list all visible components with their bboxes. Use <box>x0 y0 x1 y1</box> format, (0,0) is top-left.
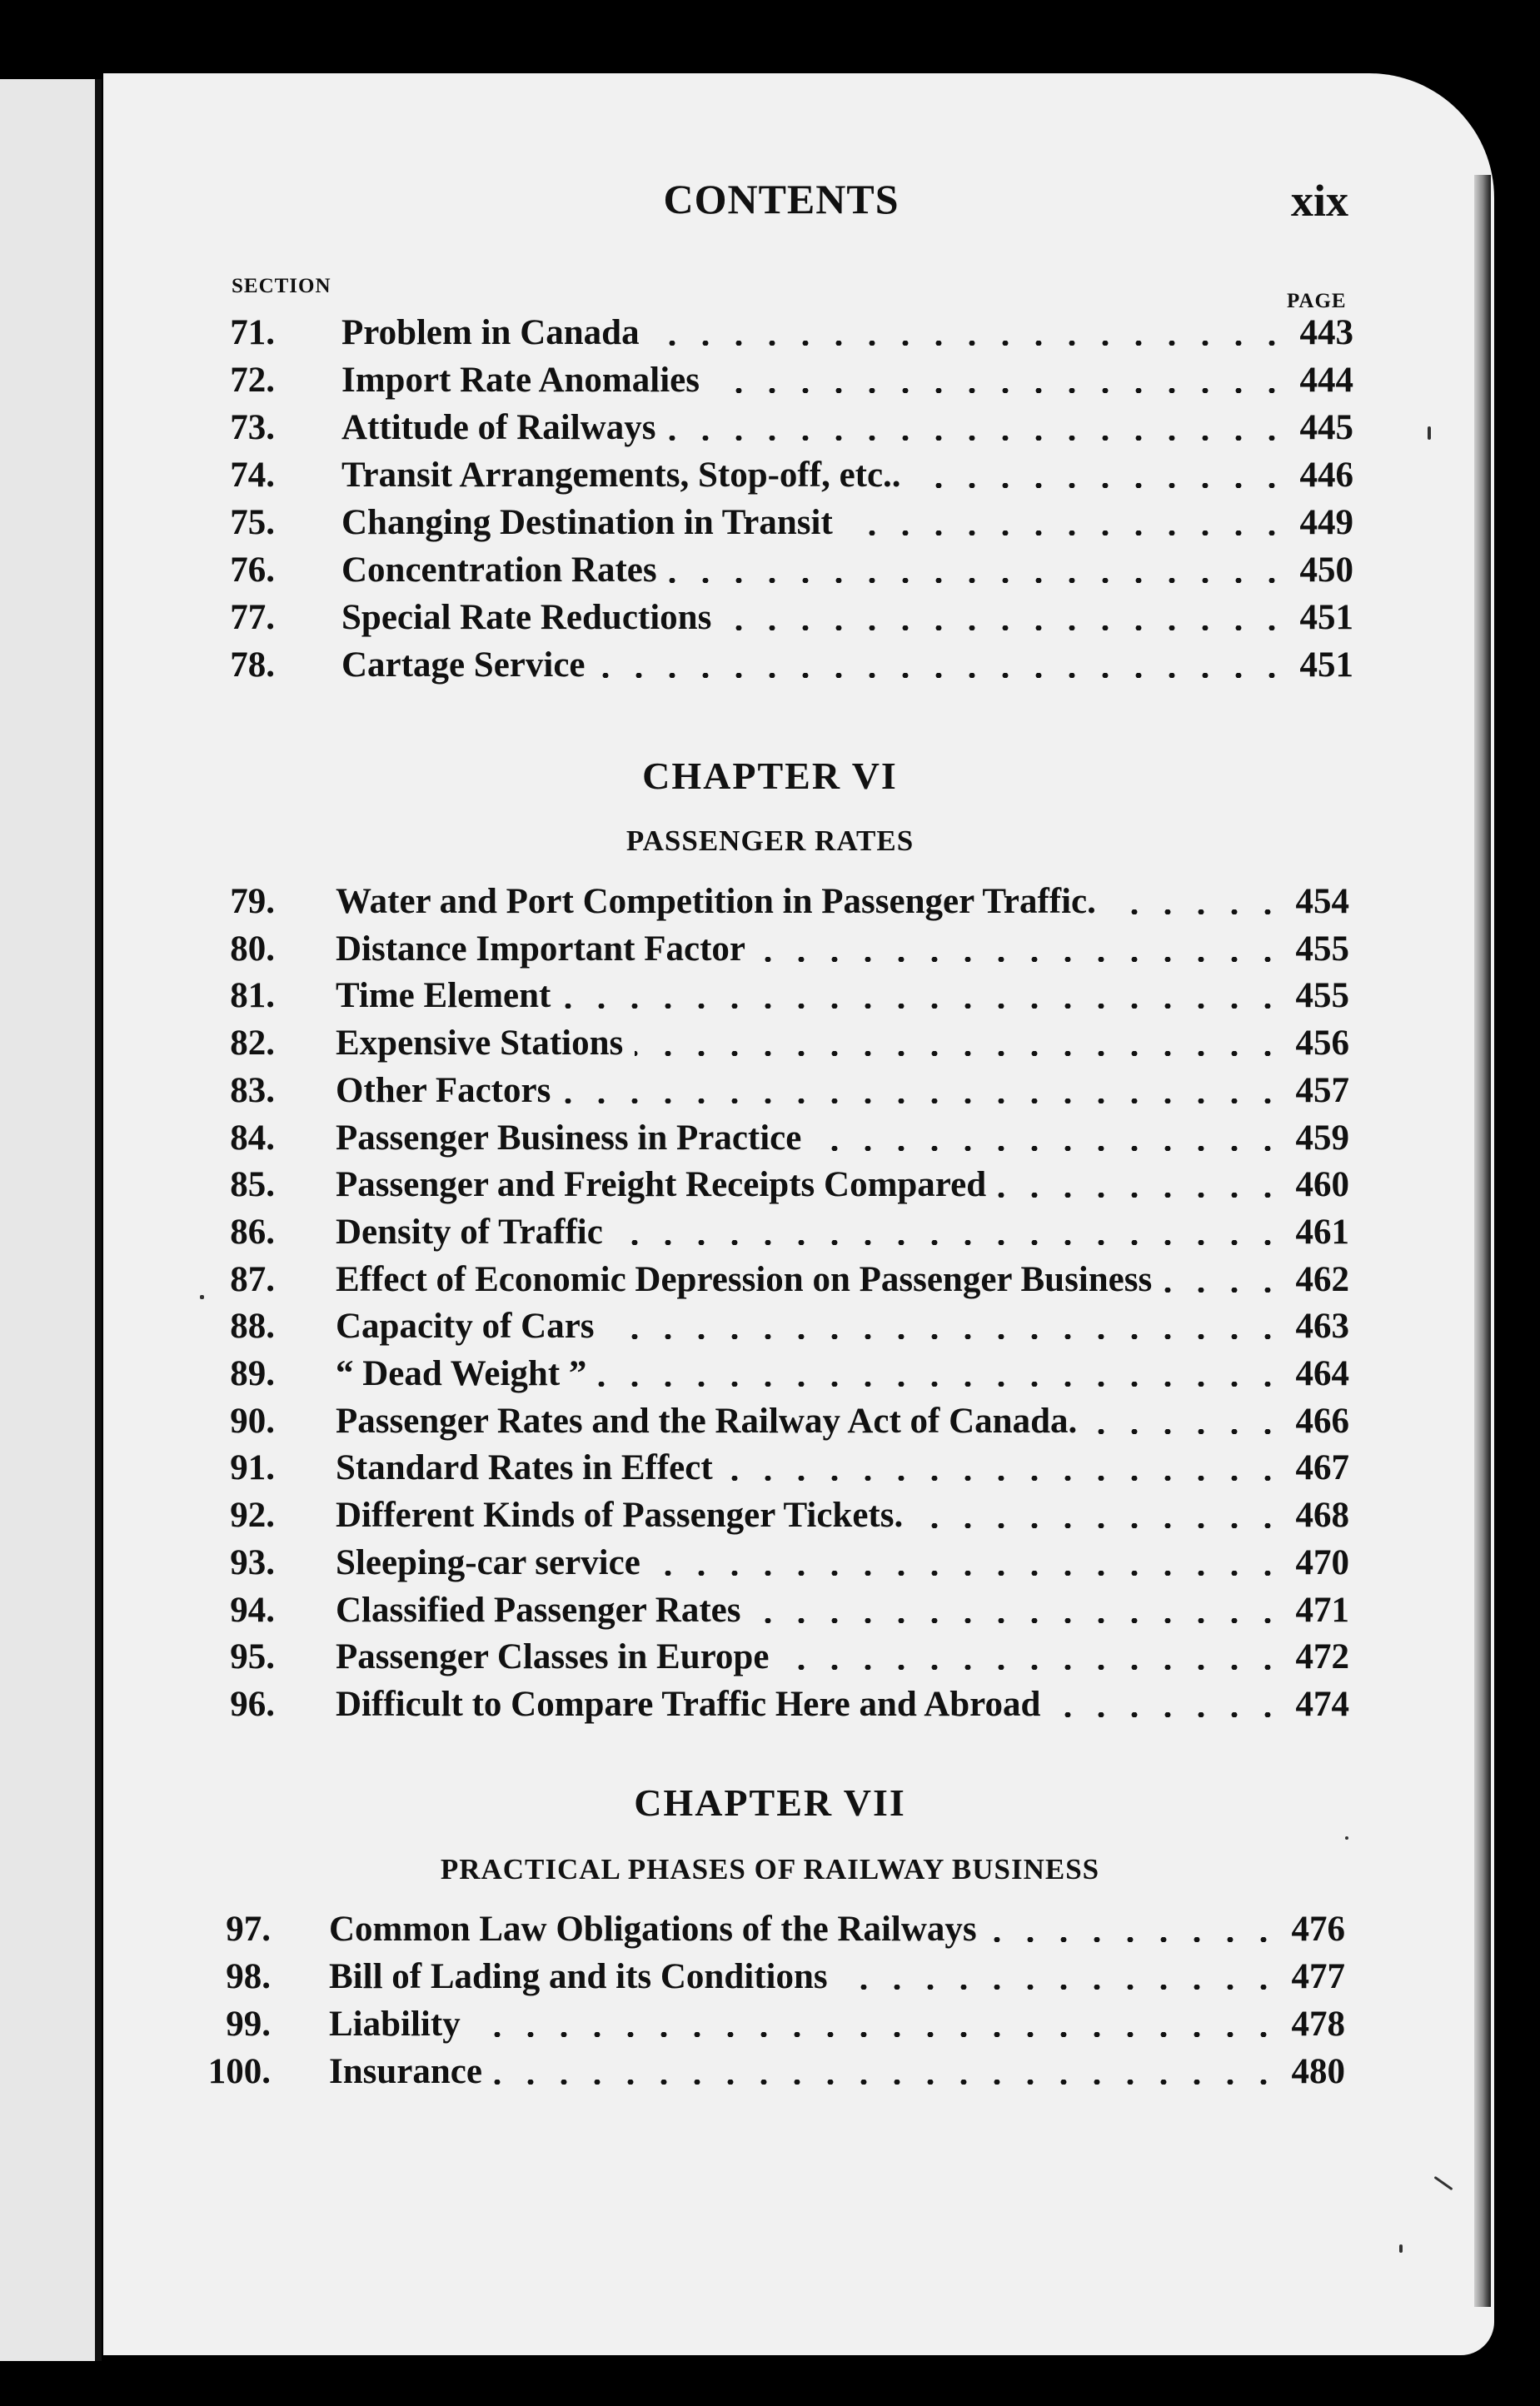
dot-leader <box>1108 909 1284 914</box>
dot-leader <box>597 673 1288 678</box>
toc-entry <box>0 550 1540 600</box>
section-title: Sleeping-car service <box>336 1542 640 1582</box>
dot-leader <box>472 2032 1280 2037</box>
section-column-label: SECTION <box>232 275 331 297</box>
section-number: 71. <box>230 313 275 352</box>
page-reference: 444 <box>1299 361 1353 400</box>
section-title: Passenger Classes in Europe <box>336 1637 770 1677</box>
toc-entry <box>0 1023 1540 1073</box>
toc-entry <box>0 1401 1540 1451</box>
page-reference: 449 <box>1299 503 1353 542</box>
section-title: Density of Traffic <box>336 1212 603 1252</box>
toc-entry <box>0 1956 1540 2006</box>
dot-leader <box>711 388 1288 393</box>
page-column-label: PAGE <box>1287 290 1347 312</box>
toc-entry <box>0 1353 1540 1403</box>
section-number: 100. <box>207 2052 271 2091</box>
toc-entry <box>0 2051 1540 2101</box>
toc-entry <box>0 1070 1540 1120</box>
dot-leader <box>606 1334 1284 1339</box>
dot-leader <box>915 1523 1284 1528</box>
section-title: Common Law Obligations of the Railways <box>329 1910 977 1949</box>
toc-entry <box>0 2004 1540 2054</box>
toc-entry <box>0 975 1540 1025</box>
section-title: Water and Port Competition in Passenger Traffic. <box>336 882 1096 921</box>
page-reference: 477 <box>1291 1957 1345 1996</box>
toc-entry <box>0 312 1540 362</box>
section-title: Classified Passenger Rates <box>336 1590 741 1630</box>
section-title: “ Dead Weight ” <box>336 1354 587 1393</box>
chapter-heading: CHAPTER VII <box>634 1781 906 1824</box>
dot-leader <box>651 341 1288 346</box>
toc-entry <box>0 881 1540 931</box>
toc-entry <box>0 645 1540 695</box>
section-title: Effect of Economic Depression on Passenger Business <box>336 1259 1153 1299</box>
section-number: 84. <box>230 1118 275 1158</box>
chapter-subheading: PRACTICAL PHASES OF RAILWAY BUSINESS <box>440 1853 1100 1885</box>
section-title: Problem in Canada <box>341 313 640 352</box>
page-reference: 471 <box>1295 1590 1349 1630</box>
page-reference: 454 <box>1295 882 1349 921</box>
toc-entry <box>0 597 1540 647</box>
section-title: Difficult to Compare Traffic Here and Abroad <box>336 1684 1041 1724</box>
section-number: 94. <box>230 1590 275 1630</box>
page-reference: 459 <box>1295 1118 1349 1158</box>
dot-leader <box>652 1571 1284 1576</box>
dot-leader <box>1164 1288 1284 1293</box>
dot-leader <box>1052 1712 1284 1717</box>
toc-entry <box>0 1306 1540 1356</box>
dot-leader <box>494 2080 1280 2085</box>
dot-leader <box>757 957 1284 962</box>
dot-leader <box>723 625 1288 630</box>
page-reference: 468 <box>1295 1496 1349 1536</box>
section-number: 86. <box>230 1212 275 1252</box>
section-title: Changing Destination in Transit <box>341 503 833 542</box>
section-number: 88. <box>230 1307 275 1347</box>
toc-entry <box>0 360 1540 410</box>
section-number: 99. <box>226 2005 271 2044</box>
section-number: 72. <box>230 361 275 400</box>
toc-entry <box>0 1909 1540 1959</box>
dot-leader <box>840 1985 1280 1990</box>
page-reference: 446 <box>1299 456 1353 495</box>
dot-leader <box>780 1665 1284 1670</box>
toc-entry <box>0 1118 1540 1168</box>
dot-leader <box>562 1098 1284 1103</box>
chapter-heading: CHAPTER VI <box>642 755 898 797</box>
section-title: Special Rate Reductions <box>341 598 712 637</box>
section-title: Liability <box>329 2005 461 2044</box>
page-reference: 461 <box>1295 1212 1349 1252</box>
toc-entry <box>0 1259 1540 1309</box>
dot-leader <box>615 1240 1284 1245</box>
page-reference: 476 <box>1291 1910 1345 1949</box>
page-reference: 466 <box>1295 1401 1349 1441</box>
page-reference: 451 <box>1299 645 1353 685</box>
section-number: 91. <box>230 1448 275 1488</box>
section-title: Different Kinds of Passenger Tickets. <box>336 1496 904 1536</box>
page-reference: 457 <box>1295 1070 1349 1110</box>
dot-leader <box>845 531 1288 535</box>
dot-leader <box>1089 1429 1284 1434</box>
page-reference: 472 <box>1295 1637 1349 1677</box>
page-number: xix <box>1291 176 1349 226</box>
page-reference: 467 <box>1295 1448 1349 1488</box>
dot-leader <box>725 1476 1284 1481</box>
toc-entry <box>0 502 1540 552</box>
section-number: 73. <box>230 408 275 447</box>
section-number: 77. <box>230 598 275 637</box>
toc-entry <box>0 1590 1540 1640</box>
page-reference: 464 <box>1295 1354 1349 1393</box>
page-reference: 450 <box>1299 550 1353 590</box>
page-reference: 455 <box>1295 929 1349 969</box>
section-number: 96. <box>230 1684 275 1724</box>
section-title: Capacity of Cars <box>336 1307 595 1347</box>
section-title: Transit Arrangements, Stop-off, etc.. <box>341 456 901 495</box>
toc-entry <box>0 1636 1540 1686</box>
section-title: Import Rate Anomalies <box>341 361 700 400</box>
toc-entry <box>0 1447 1540 1497</box>
dot-leader <box>598 1382 1284 1387</box>
page-reference: 463 <box>1295 1307 1349 1347</box>
dot-leader <box>669 578 1288 583</box>
section-title: Attitude of Railways <box>341 408 656 447</box>
page-reference: 445 <box>1299 408 1353 447</box>
section-title: Distance Important Factor <box>336 929 746 969</box>
running-title: CONTENTS <box>663 176 900 222</box>
page-reference: 460 <box>1295 1165 1349 1205</box>
section-title: Standard Rates in Effect <box>336 1448 713 1488</box>
section-number: 98. <box>226 1957 271 1996</box>
section-title: Insurance <box>329 2052 482 2091</box>
section-number: 89. <box>230 1354 275 1393</box>
toc-entry <box>0 1164 1540 1214</box>
toc-entry <box>0 1684 1540 1734</box>
page-reference: 451 <box>1299 598 1353 637</box>
dot-leader <box>998 1193 1284 1198</box>
section-title: Concentration Rates <box>341 550 657 590</box>
dot-leader <box>753 1618 1284 1623</box>
dot-leader <box>562 1004 1284 1009</box>
dot-leader <box>989 1937 1280 1942</box>
toc-entry <box>0 1542 1540 1592</box>
section-number: 83. <box>230 1070 275 1110</box>
dot-leader <box>813 1146 1284 1151</box>
section-number: 93. <box>230 1542 275 1582</box>
section-number: 97. <box>226 1910 271 1949</box>
page-reference: 443 <box>1299 313 1353 352</box>
page-reference: 455 <box>1295 976 1349 1016</box>
section-number: 78. <box>230 645 275 685</box>
section-number: 82. <box>230 1024 275 1064</box>
section-number: 74. <box>230 456 275 495</box>
page-reference: 470 <box>1295 1542 1349 1582</box>
section-number: 75. <box>230 503 275 542</box>
page-reference: 456 <box>1295 1024 1349 1064</box>
section-number: 76. <box>230 550 275 590</box>
section-title: Other Factors <box>336 1070 551 1110</box>
section-title: Passenger Business in Practice <box>336 1118 802 1158</box>
section-title: Bill of Lading and its Conditions <box>329 1957 828 1996</box>
section-number: 95. <box>230 1637 275 1677</box>
page-reference: 462 <box>1295 1259 1349 1299</box>
toc-entry <box>0 407 1540 457</box>
section-title: Passenger Rates and the Railway Act of Canada. <box>336 1401 1078 1441</box>
toc-entry <box>0 1212 1540 1262</box>
section-number: 85. <box>230 1165 275 1205</box>
running-head <box>0 175 1540 242</box>
dot-leader <box>913 483 1288 488</box>
section-title: Cartage Service <box>341 645 586 685</box>
page-reference: 478 <box>1291 2005 1345 2044</box>
section-number: 87. <box>230 1259 275 1299</box>
toc-entry <box>0 1495 1540 1545</box>
section-number: 80. <box>230 929 275 969</box>
section-title: Passenger and Freight Receipts Compared <box>336 1165 987 1205</box>
page-reference: 474 <box>1295 1684 1349 1724</box>
chapter-subheading: PASSENGER RATES <box>625 824 915 857</box>
dot-leader <box>635 1051 1284 1056</box>
page-reference: 480 <box>1291 2052 1345 2091</box>
section-number: 92. <box>230 1496 275 1536</box>
toc-entry <box>0 455 1540 505</box>
toc-entry <box>0 929 1540 979</box>
dot-leader <box>667 436 1288 441</box>
section-number: 79. <box>230 882 275 921</box>
section-title: Time Element <box>336 976 551 1016</box>
section-title: Expensive Stations <box>336 1024 624 1064</box>
section-number: 81. <box>230 976 275 1016</box>
section-number: 90. <box>230 1401 275 1441</box>
